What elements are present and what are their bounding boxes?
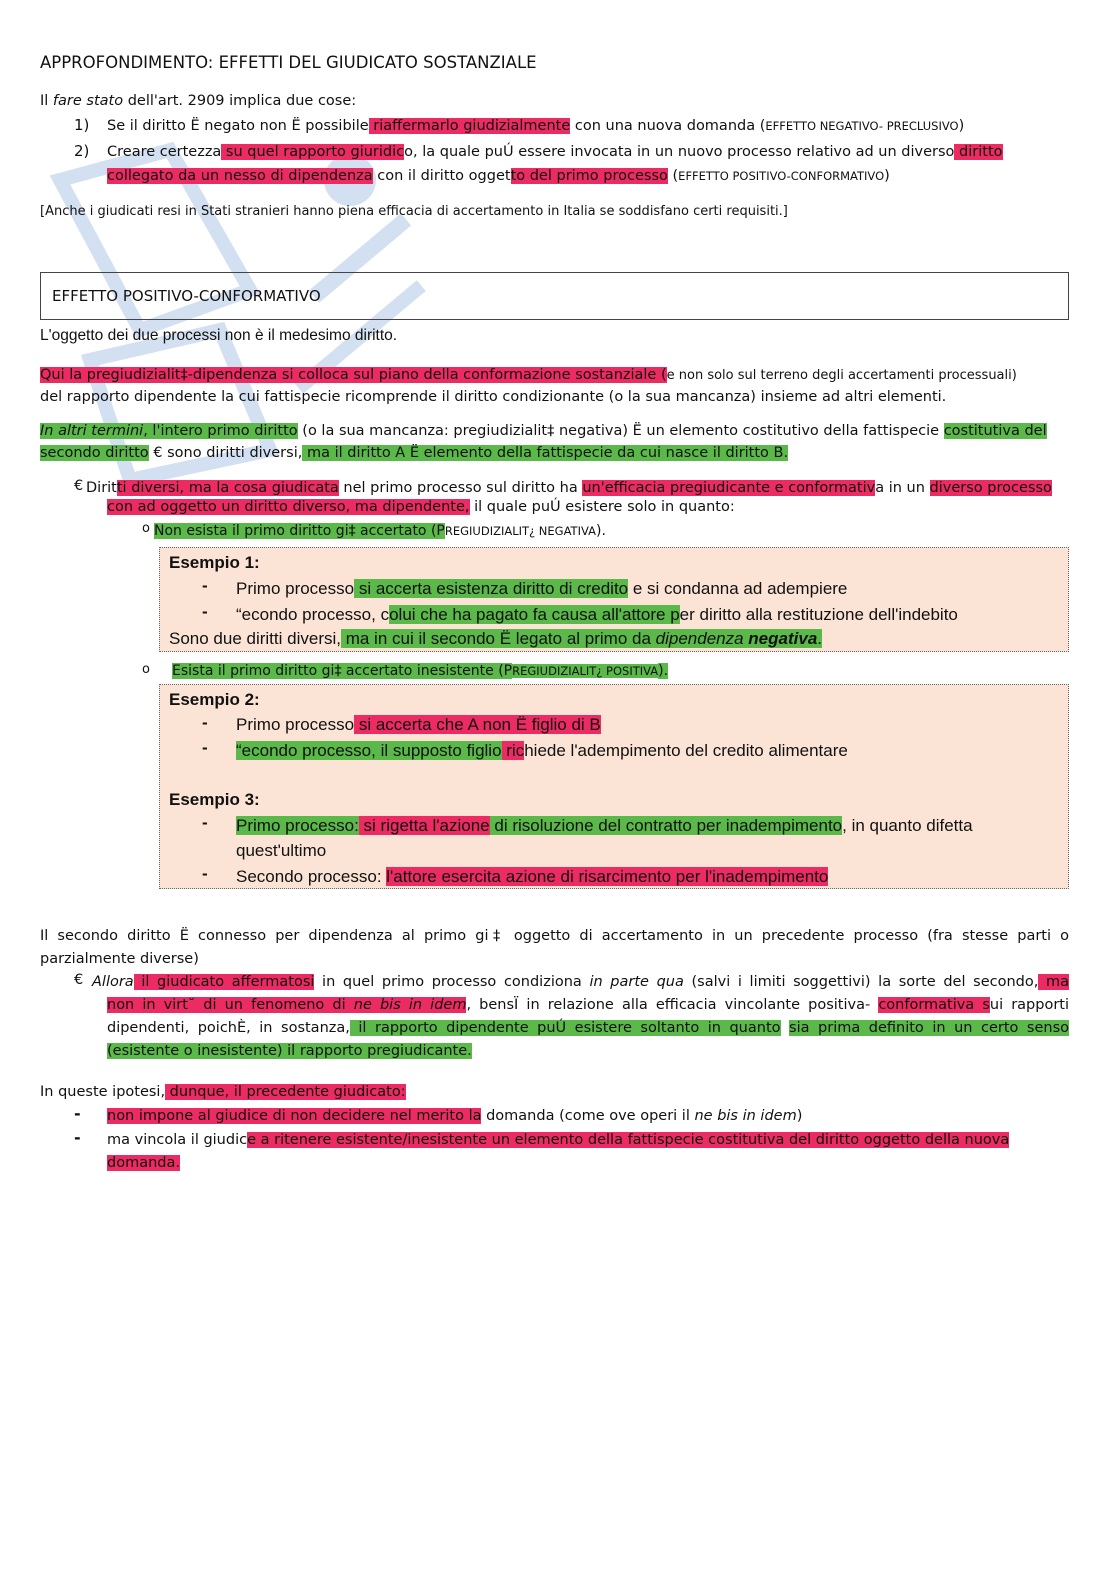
ex1-l3-text: Sono due diritti diversi, [169, 629, 341, 648]
page-title: APPROFONDIMENTO: EFFETTI DEL GIUDICATO SOSTANZIALE [40, 53, 537, 72]
example-3-title: Esempio 3: [169, 790, 260, 809]
example-2-dash-2: - [202, 738, 208, 757]
p7-highlight: dunque, il precedente giudicato: [165, 1084, 406, 1100]
p3-italic-highlight: In altri termini [40, 423, 144, 439]
p2-highlight: Qui la pregiudizialit‡-dipendenza si colloca sul piano della conformazione sostanziale ( [40, 367, 667, 383]
p6-l1-text-2: (salvi i limiti soggettivi) la sorte del secondo, [683, 974, 1039, 990]
sub2-close: ). [658, 663, 669, 679]
paragraph-5-line-1: Il secondo diritto Ë connesso per dipendenza al primo gi‡ oggetto di accertamento in un precedente processo (fra stesse parti o [40, 928, 1069, 944]
item2-close: ) [884, 168, 890, 184]
intro-line [40, 91, 356, 111]
item2-open: ( [667, 168, 679, 184]
intro-text-end: dell'art. 2909 implica due cose: [123, 93, 357, 109]
section-title: EFFETTO POSITIVO-CONFORMATIVO [52, 287, 321, 305]
ex1-l2-text: “econdo processo, c [236, 605, 390, 624]
example-1-line-2 [236, 604, 958, 626]
p6-l3-highlight: il rapporto dipendente puÚ esistere soltanto in quanto [349, 1020, 781, 1036]
item2-highlight-4: to del primo processo [510, 168, 668, 184]
item2-text-2: o, la quale puÚ essere invocata in un nuovo processo relativo ad un diverso [404, 144, 955, 160]
p6-l3-space [781, 1020, 790, 1036]
example-2-line-1 [236, 714, 601, 736]
example-3-line-1b: quest'ultimo [236, 841, 327, 860]
p3-highlight-3: secondo diritto [40, 445, 149, 461]
example-3-line-1 [236, 815, 973, 837]
paragraph-3-line-2 [40, 443, 788, 463]
ex1-l1-text: Primo processo [236, 579, 355, 598]
p3-text: (o la sua mancanza: pregiudizialit‡ negativa) Ë un elemento costitutivo della fattispecie [297, 423, 944, 439]
ex2-l2-highlight-2: ric [501, 741, 525, 760]
ex1-l1-text-2: e si condanna ad adempiere [628, 579, 848, 598]
paragraph-6-line-4 [107, 1041, 472, 1061]
p3-highlight-4: ma il diritto A Ë elemento della fattispecie da cui nasce il diritto B. [302, 445, 789, 461]
p6-l4-highlight: (esistente o inesistente) il rapporto pregiudicante. [107, 1043, 472, 1059]
list-dash-2: - [74, 1128, 81, 1147]
example-1-box [159, 547, 1069, 652]
ex3-l2-text: Secondo processo: [236, 867, 387, 886]
item2-highlight-3: collegato da un nesso di dipendenza [107, 168, 373, 184]
ex2-l2-text: hiede l'adempimento del credito alimentare [524, 741, 848, 760]
p4-highlight-4: con ad oggetto un diritto diverso, ma dipendente, [107, 499, 470, 515]
ex2-l1-text: Primo processo [236, 715, 355, 734]
sub1-smallcaps: REGIUDIZIALIT¿ NEGATIVA [444, 524, 596, 538]
p6-l2-text: , bensÏ in relazione alla efficacia vincolante positiva- [466, 997, 879, 1013]
example-2-title: Esempio 2: [169, 690, 260, 709]
sub2-smallcaps: REGIUDIZIALIT¿ POSITIVA [512, 664, 659, 678]
p6-l2-italic-highlight: ne bis in idem [353, 997, 467, 1013]
p3-highlight: , l'intero primo diritto [143, 423, 298, 439]
ex3-l1-highlight-2: si rigetta l'azione [358, 816, 490, 835]
p4-text-2: nel primo processo sul diritto ha [338, 480, 583, 496]
ex1-l1-highlight: si accerta esistenza diritto di credito [354, 579, 629, 598]
list-item-2-line-1 [107, 1130, 1009, 1150]
paragraph-3-line-1 [40, 421, 1047, 441]
sub1-line [154, 521, 606, 541]
intro-text: Il [40, 93, 53, 109]
list-i1-text: domanda (come ove operi il [481, 1108, 695, 1124]
list-dash-1: - [74, 1104, 81, 1123]
p6-l3-text: dipendenti, poichÈ, in sostanza, [107, 1020, 350, 1036]
paragraph-2-line-1 [40, 365, 1017, 386]
p6-l2-text-2: ui rapporti [989, 997, 1070, 1013]
ex1-l2-text-2: er diritto alla restituzione dell'indebito [679, 605, 958, 624]
example-1-line-3 [169, 628, 822, 650]
example-3-line-2 [236, 866, 828, 888]
ex1-l3-period: . [817, 629, 823, 648]
example-3-dash-2: - [202, 864, 208, 883]
paragraph-5-line-2: parzialmente diverse) [40, 951, 199, 967]
list-i1-close: ) [796, 1108, 803, 1124]
example-1-dash-1: - [202, 576, 208, 595]
ex3-l1-text: , in quanto difetta [842, 816, 973, 835]
paragraph-4-line-1 [86, 478, 1052, 498]
example-2-dash-1: - [202, 713, 208, 732]
example-3-dash-1: - [202, 813, 208, 832]
item2-highlight-2: diritto [954, 144, 1003, 160]
paragraph-4-line-2 [107, 497, 735, 517]
item2-line-1 [107, 142, 1003, 162]
ex1-l2-highlight: olui che ha pagato fa causa all'attore p [389, 605, 680, 624]
sub1-close: ). [595, 523, 606, 539]
list-i2-highlight-2: domanda. [107, 1155, 180, 1171]
ex3-l1-highlight-3: di risoluzione del contratto per inadempimento [489, 816, 843, 835]
item2-smallcaps: EFFETTO POSITIVO-CONFORMATIVO [678, 169, 885, 183]
list-i2-text: ma vincola il giudic [107, 1132, 248, 1148]
sub2-line [172, 661, 668, 681]
item1-text-2: con una nuova domanda ( [570, 118, 766, 134]
p4-highlight-3: diverso processo [929, 480, 1052, 496]
item1-number: 1) [74, 116, 90, 134]
sub1-bullet: o [142, 521, 150, 536]
p4-highlight-2: un'efficacia pregiudicante e conformativ [582, 480, 876, 496]
item2-line-2 [107, 166, 890, 186]
item2-number: 2) [74, 142, 90, 160]
p6-bullet: € [74, 972, 84, 988]
p6-l1-highlight: il giudicato affermatosi [133, 974, 315, 990]
example-2-line-2 [236, 740, 848, 762]
paragraph-6-line-2 [107, 995, 1069, 1015]
sub1-highlight: Non esista il primo diritto gi‡ accertato (P [154, 523, 445, 539]
ex3-l2-highlight: l'attore esercita azione di risarcimento per l'inadempimento [386, 867, 829, 886]
p6-l1-text: in quel primo processo condiziona [314, 974, 590, 990]
sub2-highlight: Esista il primo diritto gi‡ accertato inesistente (P [172, 663, 513, 679]
paragraph-2-line-2: del rapporto dipendente la cui fattispecie ricomprende il diritto condizionante (o la sua mancanza) insieme ad altri elementi. [40, 389, 947, 405]
paragraph-1: L'oggetto dei due processi non è il medesimo diritto. [40, 327, 398, 344]
item1-highlight: riaffermarlo giudizialmente [368, 118, 571, 134]
paragraph-6-line-1 [92, 972, 1069, 992]
list-i1-italic: ne bis in idem [694, 1108, 797, 1124]
example-1-title: Esempio 1: [169, 553, 260, 572]
example-1-dash-2: - [202, 602, 208, 621]
p3-text-2: € sono diritti diversi, [148, 445, 303, 461]
item2-text-3: con il diritto ogget [372, 168, 511, 184]
p6-l1-italic: Allora [92, 974, 134, 990]
p3-highlight-2: costitutiva del [943, 423, 1047, 439]
example-2-3-box [159, 684, 1069, 889]
p7-text: In queste ipotesi, [40, 1084, 166, 1100]
list-item-1 [107, 1106, 802, 1126]
p6-l1-italic-2: in parte qua [589, 974, 684, 990]
ex2-l2-highlight: “econdo processo, il supposto figlio [236, 741, 502, 760]
p4-highlight: ti diversi, ma la cosa giudicata [116, 480, 339, 496]
list-i1-highlight: non impone al giudice di non decidere nel merito la [107, 1108, 482, 1124]
paragraph-7 [40, 1082, 406, 1102]
item1-text: Se il diritto Ë negato non Ë possibile [107, 118, 369, 134]
p4-text: Dirit [86, 480, 117, 496]
ex3-l1-highlight: Primo processo: [236, 816, 359, 835]
p4-text-4: il quale puÚ esistere solo in quanto: [469, 499, 735, 515]
example-1-line-1 [236, 578, 847, 600]
list-i2-highlight: e a ritenere esistente/inesistente un elemento della fattispecie costitutiva del diritto oggetto della nuova [247, 1132, 1010, 1148]
ex1-l3-italic: dipendenza [655, 629, 749, 648]
section-box [40, 272, 1069, 320]
item1-smallcaps: EFFETTO NEGATIVO- PRECLUSIVO [765, 119, 959, 133]
p4-text-3: a in un [875, 480, 930, 496]
p6-l2-highlight: non in virt˘ di un fenomeno di [107, 997, 354, 1013]
item2-text: Creare certezza [107, 144, 222, 160]
intro-italic: fare stato [52, 93, 124, 109]
p6-l3-highlight-2: sia prima definito in un certo senso [789, 1020, 1070, 1036]
p2-small-text: e non solo sul terreno degli accertamenti processuali) [666, 368, 1017, 383]
p6-l2-highlight-2: conformativa s [878, 997, 990, 1013]
ex1-l3-bold-italic: negativa [748, 629, 818, 648]
item1-line [107, 116, 964, 136]
p6-l1-highlight-2: ma [1038, 974, 1069, 990]
item2-highlight: su quel rapporto giuridic [221, 144, 405, 160]
note-text: [Anche i giudicati resi in Stati stranieri hanno piena efficacia di accertamento in Italia se soddisfano certi requisiti.] [40, 204, 788, 219]
sub2-bullet: o [142, 662, 150, 677]
ex2-l1-highlight: si accerta che A non Ë figlio di B [354, 715, 601, 734]
item1-close: ) [958, 118, 965, 134]
p4-bullet: € [74, 478, 84, 494]
list-item-2-line-2 [107, 1153, 180, 1173]
paragraph-6-line-3 [107, 1018, 1069, 1038]
ex1-l3-highlight: ma in cui il secondo Ë legato al primo da [340, 629, 656, 648]
